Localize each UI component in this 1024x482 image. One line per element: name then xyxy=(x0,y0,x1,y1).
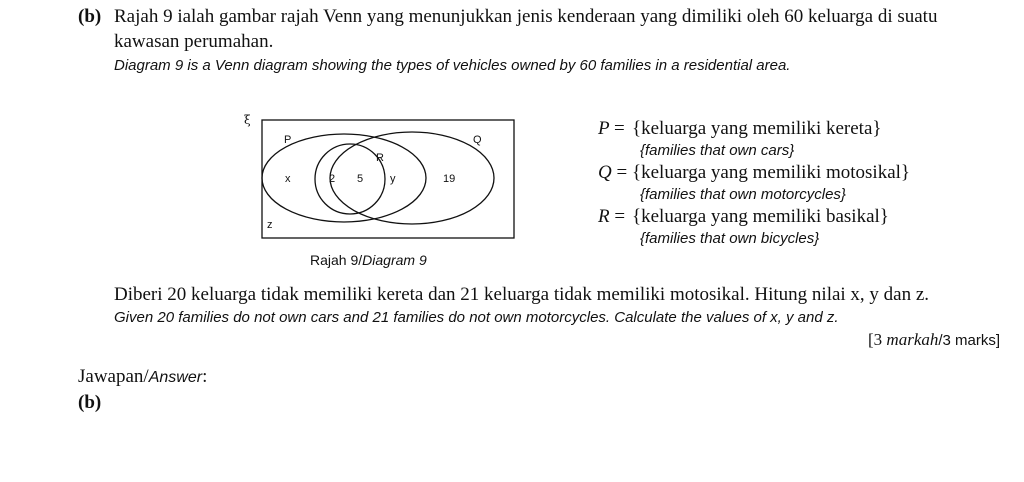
answer-part-label: (b) xyxy=(78,392,102,413)
set-r-letter: R xyxy=(598,206,610,227)
caption-malay: Rajah 9/ xyxy=(310,252,363,268)
question-text-english: Diagram 9 is a Venn diagram showing the types of vehicles owned by 60 families in a residential area. xyxy=(114,57,791,74)
region-y-label: y xyxy=(390,173,396,185)
set-p-equals: = xyxy=(614,118,625,139)
set-definition-p xyxy=(598,118,882,140)
set-p-label: P xyxy=(284,134,292,146)
answer-malay: Jawapan/ xyxy=(78,366,149,387)
question-part-label: (b) xyxy=(78,6,102,27)
question-text-malay-line1: Rajah 9 ialah gambar rajah Venn yang menunjukkan jenis kenderaan yang dimiliki oleh 60 keluarga di suatu xyxy=(114,6,938,27)
marks-english: /3 marks] xyxy=(938,332,1001,349)
region-5-label: 5 xyxy=(357,173,364,185)
region-19-label: 19 xyxy=(443,173,456,185)
question-text-malay-line2: kawasan perumahan. xyxy=(114,31,274,52)
venn-diagram xyxy=(240,110,520,246)
set-q-label: Q xyxy=(473,134,482,146)
set-r-malay: {keluarga yang memiliki basikal} xyxy=(632,206,889,227)
set-q-ellipse xyxy=(330,132,494,224)
answer-english: Answer xyxy=(148,369,203,386)
set-q-malay: {keluarga yang memiliki motosikal} xyxy=(632,162,911,183)
set-q-english: {families that own motorcycles} xyxy=(640,186,846,203)
set-p-english: {families that own cars} xyxy=(640,142,795,159)
set-r-circle xyxy=(315,144,385,214)
given-text-english: Given 20 families do not own cars and 21 families do not own motorcycles. Calculate the values of x, y and z. xyxy=(114,309,839,326)
caption-english: Diagram 9 xyxy=(362,252,427,268)
given-text-malay: Diberi 20 keluarga tidak memiliki kereta dan 21 keluarga tidak memiliki motosikal. Hitung nilai x, y dan z. xyxy=(114,284,930,305)
set-p-letter: P xyxy=(598,118,610,139)
answer-heading xyxy=(78,366,207,388)
region-z-label: z xyxy=(267,219,273,231)
set-definition-q xyxy=(598,162,910,184)
set-p-malay: {keluarga yang memiliki kereta} xyxy=(632,118,882,139)
set-r-equals: = xyxy=(614,206,626,227)
universal-set-symbol: ξ xyxy=(244,113,251,127)
region-x-label: x xyxy=(285,173,291,185)
set-r-english: {families that own bicycles} xyxy=(640,230,820,247)
marks-open: [3 xyxy=(868,330,887,349)
set-definition-r xyxy=(598,206,889,228)
set-q-letter: Q xyxy=(598,162,612,183)
set-q-equals: = xyxy=(616,162,628,183)
region-2-label: 2 xyxy=(329,173,336,185)
marks-label xyxy=(868,330,1000,350)
diagram-caption xyxy=(310,252,427,268)
marks-malay: markah xyxy=(886,330,939,349)
set-r-label: R xyxy=(376,152,384,164)
answer-colon: : xyxy=(202,366,208,387)
